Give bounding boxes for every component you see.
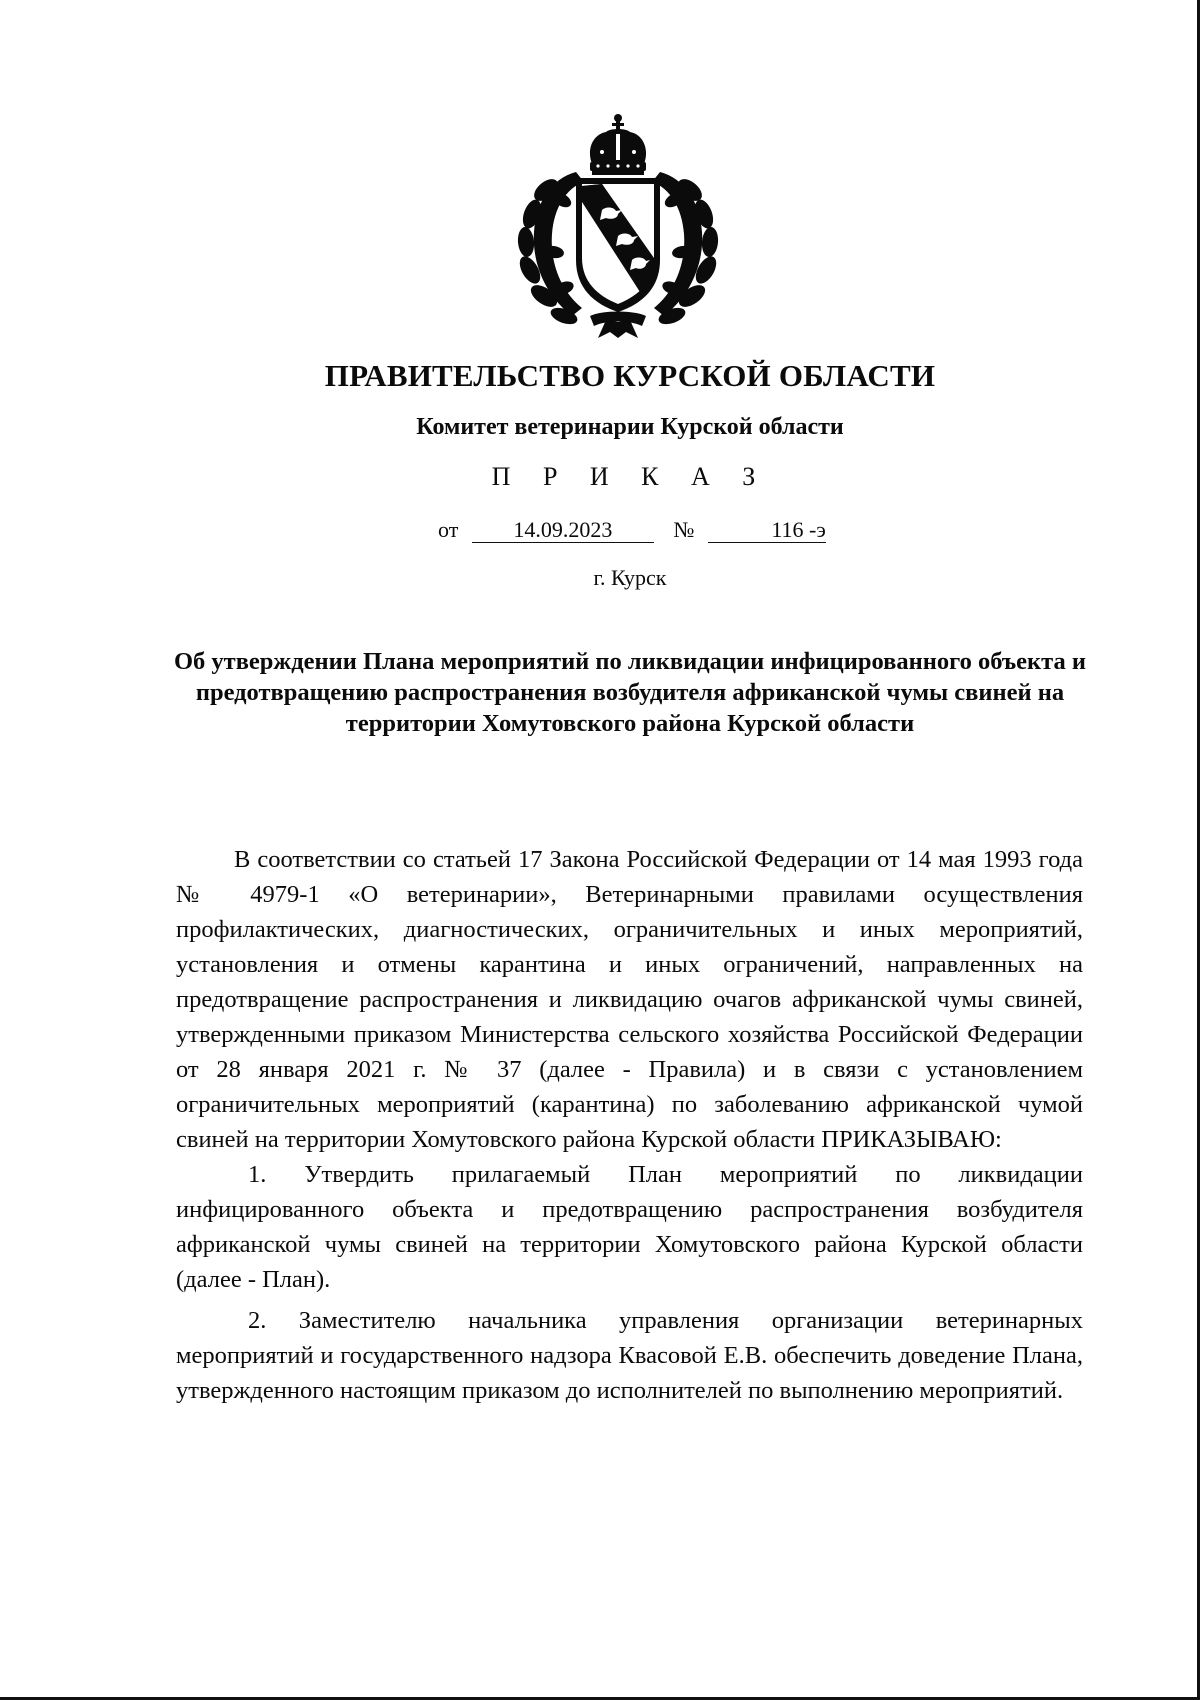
order-item-1: 1. Утвердить прилагаемый План мероприятий по ликвидации инфицированного объекта и предотвращению распространения возбудителя африканской чумы свиней на территории Хомутовского района Курской области (далее - План).	[176, 1161, 1083, 1293]
government-title: ПРАВИТЕЛЬСТВО КУРСКОЙ ОБЛАСТИ	[324, 358, 936, 393]
committee-name: Комитет ветеринарии Курской области	[416, 414, 844, 440]
date-prefix: от	[438, 517, 459, 542]
city-name: г. Курск	[593, 565, 667, 590]
date-number-line	[438, 517, 826, 543]
order-subject: Об утверждении Плана мероприятий по ликвидации инфицированного объекта и предотвращению распространения возбудителя африканской чумы свиней на территории Хомутовского района Курской области	[173, 648, 1086, 737]
order-body	[176, 842, 1083, 1408]
order-item-2: 2. Заместителю начальника управления организации ветеринарных мероприятий и государственного надзора Квасовой Е.В. обеспечить доведение Плана, утвержденного настоящим приказом до исполнителей по выполнению мероприятий.	[176, 1307, 1083, 1404]
order-date: 14.09.2023	[472, 517, 654, 543]
order-number: 116 -э	[708, 517, 826, 543]
document-type: П Р И К А З	[491, 462, 769, 491]
number-prefix: №	[673, 517, 695, 542]
preamble-paragraph: В соответствии со статьей 17 Закона Российской Федерации от 14 мая 1993 года № 4979-1 «О ветеринарии», Ветеринарными правилами осуществления профилактических, диагностических, ограничительных и иных мероприятий, установления и отмены карантина и иных ограничений, направленных на предотвращение распространения и ликвидацию очагов африканской чумы свиней, утвержденными приказом Министерства сельского хозяйства Российской Федерации от 28 января 2021 г. № 37 (далее - Правила) и в связи с установлением ограничительных мероприятий (карантина) по заболеванию африканской чумой свиней на территории Хомутовского района Курской области ПРИКАЗЫВАЮ:	[176, 846, 1083, 1153]
coat-of-arms-emblem	[506, 112, 730, 338]
